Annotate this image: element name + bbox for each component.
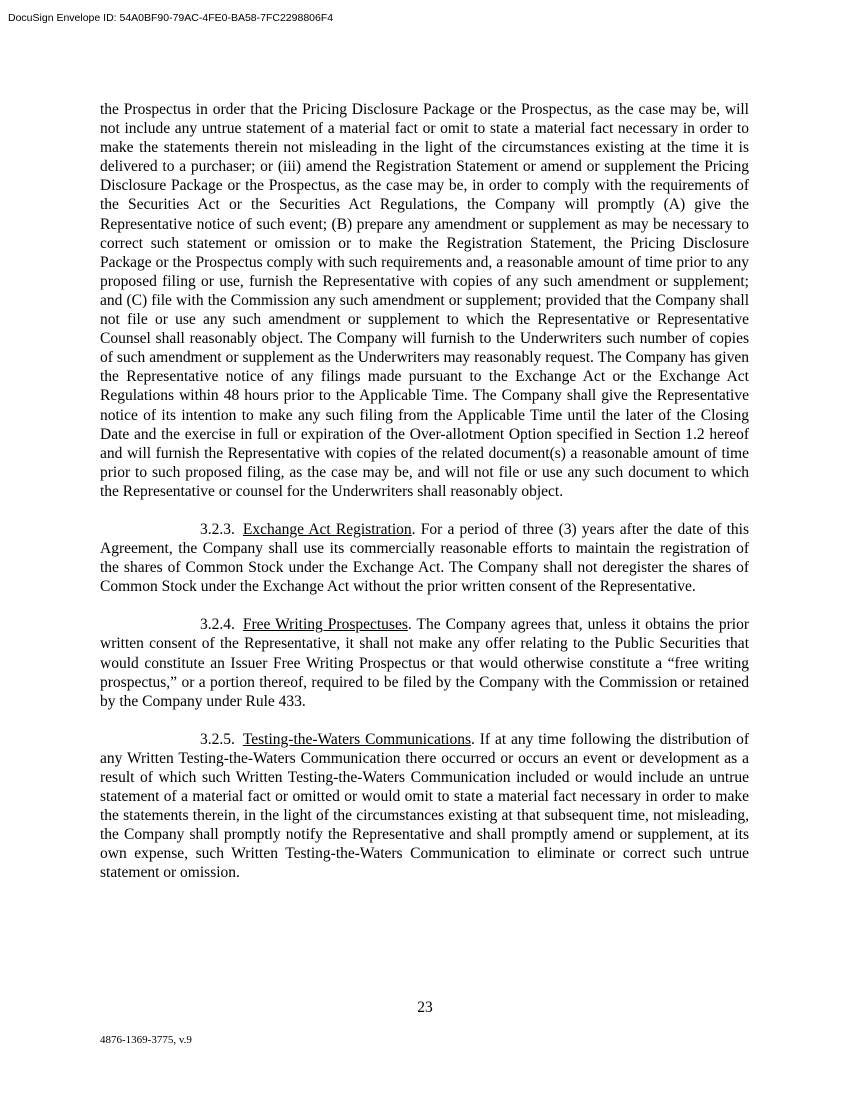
section-number: 3.2.4. [200, 616, 235, 634]
section-body: . If at any time following the distribution of any Written Testing-the-Waters Communication there occurred or occurs an event or development as a result of which such Written Testing-the-Waters Communication included or would include an untrue statement of a material fact or omitted or would omit to state a material fact necessary in order to make the statements therein, in the light of the circumstances existing at that subsequent time, not misleading, the Company shall promptly notify the Representative and shall promptly amend or supplement, at its own expense, such Written Testing-the-Waters Communication to eliminate or correct such untrue statement or omission. [100, 730, 749, 882]
section-number: 3.2.5. [200, 730, 235, 748]
section-body: . For a period of three (3) years after the date of this Agreement, the Company shall use its commercially reasonable efforts to maintain the registration of the shares of Common Stock under the Exchange Act. The Company shall not deregister the shares of Common Stock under the Exchange Act without the prior written consent of the Representative. [100, 520, 749, 596]
document-body [100, 100, 749, 883]
section-3-2-5 [100, 730, 749, 883]
document-id: 4876-1369-3775, v.9 [100, 1034, 192, 1046]
section-number: 3.2.3. [200, 520, 235, 538]
docusign-envelope-id: DocuSign Envelope ID: 54A0BF90-79AC-4FE0-BA58-7FC2298806F4 [8, 12, 334, 24]
section-heading: Exchange Act Registration [242, 520, 412, 538]
section-heading: Free Writing Prospectuses [242, 616, 408, 634]
page-number: 23 [417, 999, 433, 1016]
section-3-2-4 [100, 615, 749, 710]
body-paragraph: the Prospectus in order that the Pricing Disclosure Package or the Prospectus, as the case may be, will not include any untrue statement of a material fact or omit to state a material fact necessary in order to make the statements therein not misleading in the light of the circumstances existing at the time it is delivered to a purchaser; or (iii) amend the Registration Statement or amend or supplement the Pricing Disclosure Package or the Prospectus, as the case may be, in order to comply with the requirements of the Securities Act or the Securities Act Regulations, the Company will promptly (A) give the Representative notice of such event; (B) prepare any amendment or supplement as may be necessary to correct such statement or omission or to make the Registration Statement, the Pricing Disclosure Package or the Prospectus comply with such requirements and, a reasonable amount of time prior to any proposed filing or use, furnish the Representative with copies of any such amendment or supplement; and (C) file with the Commission any such amendment or supplement; provided that the Company shall not file or use any such amendment or supplement to which the Representative or Representative Counsel shall reasonably object. The Company will furnish to the Underwriters such number of copies of such amendment or supplement as the Underwriters may reasonably request. The Company has given the Representative notice of any filings made pursuant to the Exchange Act or the Exchange Act Regulations within 48 hours prior to the Applicable Time. The Company shall give the Representative notice of its intention to make any such filing from the Applicable Time until the later of the Closing Date and the exercise in full or expiration of the Over-allotment Option specified in Section 1.2 hereof and will furnish the Representative with copies of the related document(s) a reasonable amount of time prior to such proposed filing, as the case may be, and will not file or use any such document to which the Representative or counsel for the Underwriters shall reasonably object. [100, 101, 749, 500]
section-3-2-3 [100, 520, 749, 596]
section-heading: Testing-the-Waters Communications [242, 730, 471, 748]
section-body: . The Company agrees that, unless it obtains the prior written consent of the Representative, it shall not make any offer relating to the Public Securities that would constitute an Issuer Free Writing Prospectus or that would otherwise constitute a “free writing prospectus,” or a portion thereof, required to be filed by the Company with the Commission or retained by the Company under Rule 433. [100, 616, 749, 710]
